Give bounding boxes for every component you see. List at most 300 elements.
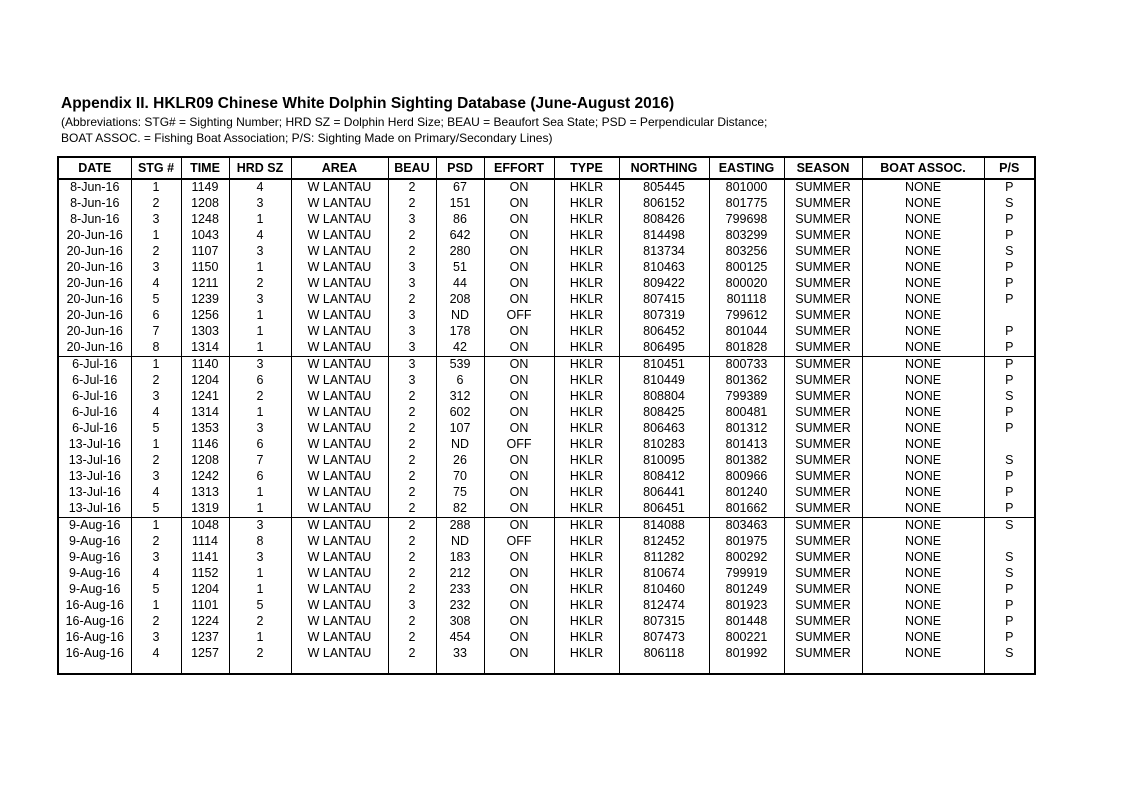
table-cell: SUMMER: [784, 340, 862, 357]
table-cell: 178: [436, 324, 484, 340]
table-cell: 800481: [709, 405, 784, 421]
table-cell: 9-Aug-16: [58, 566, 131, 582]
empty-cell: [229, 662, 291, 674]
table-cell: HKLR: [554, 228, 619, 244]
table-cell: SUMMER: [784, 485, 862, 501]
table-cell: W LANTAU: [291, 260, 388, 276]
table-row: [58, 212, 1035, 228]
table-cell: 13-Jul-16: [58, 437, 131, 453]
table-cell: 2: [388, 646, 436, 662]
table-cell: ON: [484, 550, 554, 566]
table-cell: 2: [388, 501, 436, 518]
table-cell: SUMMER: [784, 534, 862, 550]
table-cell: 1: [229, 566, 291, 582]
table-cell: 13-Jul-16: [58, 453, 131, 469]
table-cell: 1140: [181, 357, 229, 374]
table-cell: 1208: [181, 196, 229, 212]
empty-cell: [554, 662, 619, 674]
table-cell: 20-Jun-16: [58, 276, 131, 292]
table-cell: SUMMER: [784, 598, 862, 614]
table-cell: 810283: [619, 437, 709, 453]
table-cell: 2: [388, 244, 436, 260]
table-cell: HKLR: [554, 614, 619, 630]
table-cell: NONE: [862, 179, 984, 196]
table-cell: S: [984, 453, 1035, 469]
table-cell: P: [984, 405, 1035, 421]
table-cell: W LANTAU: [291, 308, 388, 324]
table-cell: OFF: [484, 534, 554, 550]
table-cell: P: [984, 357, 1035, 374]
table-row: [58, 389, 1035, 405]
table-cell: 6: [131, 308, 181, 324]
table-cell: SUMMER: [784, 324, 862, 340]
table-cell: 807319: [619, 308, 709, 324]
table-cell: ON: [484, 212, 554, 228]
table-cell: 5: [131, 292, 181, 308]
table-cell: 3: [388, 276, 436, 292]
table-cell: ON: [484, 582, 554, 598]
table-cell: 1204: [181, 582, 229, 598]
table-cell: 808804: [619, 389, 709, 405]
table-row: [58, 518, 1035, 535]
table-cell: 20-Jun-16: [58, 324, 131, 340]
table-cell: 1: [131, 357, 181, 374]
table-cell: 151: [436, 196, 484, 212]
table-cell: 2: [388, 469, 436, 485]
table-cell: 1: [229, 485, 291, 501]
table-cell: P: [984, 469, 1035, 485]
table-cell: 1211: [181, 276, 229, 292]
table-cell: HKLR: [554, 260, 619, 276]
table-cell: 807315: [619, 614, 709, 630]
table-cell: 806451: [619, 501, 709, 518]
table-cell: SUMMER: [784, 276, 862, 292]
table-row: [58, 550, 1035, 566]
table-cell: NONE: [862, 598, 984, 614]
table-cell: W LANTAU: [291, 646, 388, 662]
table-cell: 2: [388, 630, 436, 646]
table-cell: ON: [484, 453, 554, 469]
table-cell: 3: [229, 550, 291, 566]
table-cell: 44: [436, 276, 484, 292]
table-cell: ON: [484, 646, 554, 662]
table-cell: ON: [484, 244, 554, 260]
table-cell: 6-Jul-16: [58, 357, 131, 374]
table-row: [58, 276, 1035, 292]
table-cell: ON: [484, 196, 554, 212]
table-cell: W LANTAU: [291, 630, 388, 646]
table-cell: 642: [436, 228, 484, 244]
table-cell: 1: [229, 582, 291, 598]
table-cell: 807415: [619, 292, 709, 308]
table-cell: 800292: [709, 550, 784, 566]
table-cell: 42: [436, 340, 484, 357]
table-cell: 9-Aug-16: [58, 550, 131, 566]
table-cell: 3: [229, 196, 291, 212]
table-row: [58, 357, 1035, 374]
table-cell: 9-Aug-16: [58, 534, 131, 550]
table-cell: SUMMER: [784, 646, 862, 662]
table-cell: 288: [436, 518, 484, 535]
table-cell: 3: [388, 260, 436, 276]
table-cell: 1: [229, 405, 291, 421]
table-cell: W LANTAU: [291, 196, 388, 212]
table-cell: HKLR: [554, 485, 619, 501]
table-cell: 454: [436, 630, 484, 646]
empty-cell: [619, 662, 709, 674]
table-cell: SUMMER: [784, 179, 862, 196]
table-cell: 16-Aug-16: [58, 598, 131, 614]
table-cell: P: [984, 324, 1035, 340]
table-row: [58, 260, 1035, 276]
table-cell: W LANTAU: [291, 373, 388, 389]
table-cell: W LANTAU: [291, 453, 388, 469]
table-cell: HKLR: [554, 292, 619, 308]
table-cell: 806441: [619, 485, 709, 501]
column-header: TYPE: [554, 157, 619, 179]
table-cell: P: [984, 212, 1035, 228]
table-cell: 16-Aug-16: [58, 614, 131, 630]
table-cell: 1303: [181, 324, 229, 340]
table-cell: 1: [131, 598, 181, 614]
table-cell: NONE: [862, 518, 984, 535]
table-cell: W LANTAU: [291, 228, 388, 244]
table-cell: 9-Aug-16: [58, 582, 131, 598]
table-cell: 1314: [181, 340, 229, 357]
abbreviations-line-1: (Abbreviations: STG# = Sighting Number; HRD SZ = Dolphin Herd Size; BEAU = Beaufort Sea State; PSD = Perpendicular Distance;: [61, 115, 768, 129]
table-cell: 86: [436, 212, 484, 228]
table-cell: 2: [229, 389, 291, 405]
table-cell: 4: [229, 228, 291, 244]
table-row: [58, 179, 1035, 196]
table-cell: 806152: [619, 196, 709, 212]
table-cell: HKLR: [554, 340, 619, 357]
abbreviations-line-2: BOAT ASSOC. = Fishing Boat Association; P/S: Sighting Made on Primary/Secondary Lines): [61, 131, 553, 145]
table-cell: P: [984, 501, 1035, 518]
table-cell: 5: [131, 501, 181, 518]
table-cell: SUMMER: [784, 405, 862, 421]
table-cell: 811282: [619, 550, 709, 566]
table-cell: 13-Jul-16: [58, 485, 131, 501]
table-cell: SUMMER: [784, 453, 862, 469]
table-cell: 801044: [709, 324, 784, 340]
table-cell: NONE: [862, 550, 984, 566]
table-cell: 13-Jul-16: [58, 501, 131, 518]
table-cell: NONE: [862, 373, 984, 389]
table-cell: SUMMER: [784, 421, 862, 437]
table-cell: 1353: [181, 421, 229, 437]
table-cell: 602: [436, 405, 484, 421]
table-cell: 3: [131, 630, 181, 646]
table-cell: 801828: [709, 340, 784, 357]
table-cell: 801118: [709, 292, 784, 308]
empty-cell: [709, 662, 784, 674]
table-cell: HKLR: [554, 501, 619, 518]
table-cell: 801448: [709, 614, 784, 630]
table-cell: 82: [436, 501, 484, 518]
table-cell: 801382: [709, 453, 784, 469]
table-cell: S: [984, 518, 1035, 535]
table-cell: P: [984, 421, 1035, 437]
table-cell: 2: [388, 228, 436, 244]
table-cell: 20-Jun-16: [58, 228, 131, 244]
table-cell: 70: [436, 469, 484, 485]
table-cell: HKLR: [554, 630, 619, 646]
table-cell: 1241: [181, 389, 229, 405]
table-cell: W LANTAU: [291, 389, 388, 405]
table-cell: 308: [436, 614, 484, 630]
table-row: [58, 340, 1035, 357]
table-cell: 280: [436, 244, 484, 260]
table-cell: P: [984, 582, 1035, 598]
table-cell: HKLR: [554, 550, 619, 566]
table-cell: W LANTAU: [291, 437, 388, 453]
table-cell: 1: [131, 518, 181, 535]
table-cell: ON: [484, 357, 554, 374]
table-cell: 803463: [709, 518, 784, 535]
table-cell: P: [984, 179, 1035, 196]
table-cell: 2: [388, 196, 436, 212]
table-cell: 806118: [619, 646, 709, 662]
column-header: EASTING: [709, 157, 784, 179]
table-cell: 312: [436, 389, 484, 405]
table-cell: NONE: [862, 485, 984, 501]
table-cell: NONE: [862, 421, 984, 437]
table-cell: 1: [229, 501, 291, 518]
table-cell: SUMMER: [784, 501, 862, 518]
table-cell: 800733: [709, 357, 784, 374]
table-cell: HKLR: [554, 324, 619, 340]
table-cell: HKLR: [554, 534, 619, 550]
table-cell: ON: [484, 340, 554, 357]
table-cell: NONE: [862, 405, 984, 421]
table-cell: 20-Jun-16: [58, 244, 131, 260]
table-row: [58, 485, 1035, 501]
table-cell: NONE: [862, 582, 984, 598]
table-cell: SUMMER: [784, 550, 862, 566]
table-cell: ON: [484, 469, 554, 485]
table-cell: SUMMER: [784, 469, 862, 485]
table-cell: 9-Aug-16: [58, 518, 131, 535]
table-cell: 1314: [181, 405, 229, 421]
table-cell: ON: [484, 389, 554, 405]
table-cell: W LANTAU: [291, 292, 388, 308]
table-cell: SUMMER: [784, 630, 862, 646]
table-cell: P: [984, 228, 1035, 244]
table-cell: ON: [484, 405, 554, 421]
table-cell: NONE: [862, 566, 984, 582]
table-row: [58, 582, 1035, 598]
table-cell: ON: [484, 324, 554, 340]
table-cell: HKLR: [554, 437, 619, 453]
table-cell: W LANTAU: [291, 276, 388, 292]
table-cell: SUMMER: [784, 373, 862, 389]
table-cell: W LANTAU: [291, 582, 388, 598]
table-cell: 801362: [709, 373, 784, 389]
table-cell: 1152: [181, 566, 229, 582]
table-cell: NONE: [862, 308, 984, 324]
table-cell: 75: [436, 485, 484, 501]
table-cell: 3: [131, 212, 181, 228]
table-cell: 806452: [619, 324, 709, 340]
table-row: [58, 373, 1035, 389]
table-cell: [984, 308, 1035, 324]
table-cell: HKLR: [554, 582, 619, 598]
table-cell: 1: [229, 308, 291, 324]
empty-cell: [388, 662, 436, 674]
table-cell: NONE: [862, 453, 984, 469]
table-cell: 1114: [181, 534, 229, 550]
table-cell: 1208: [181, 453, 229, 469]
table-cell: 4: [229, 179, 291, 196]
table-cell: 232: [436, 598, 484, 614]
table-row: [58, 598, 1035, 614]
table-cell: 3: [229, 292, 291, 308]
table-cell: [984, 437, 1035, 453]
table-cell: S: [984, 244, 1035, 260]
table-cell: 2: [131, 244, 181, 260]
table-cell: 2: [388, 550, 436, 566]
table-row: [58, 566, 1035, 582]
table-cell: 8-Jun-16: [58, 179, 131, 196]
table-cell: HKLR: [554, 405, 619, 421]
table-cell: 4: [131, 646, 181, 662]
column-header: BEAU: [388, 157, 436, 179]
table-cell: 1: [229, 212, 291, 228]
table-cell: 810449: [619, 373, 709, 389]
table-cell: 1204: [181, 373, 229, 389]
table-cell: 2: [388, 582, 436, 598]
table-cell: 51: [436, 260, 484, 276]
table-cell: NONE: [862, 357, 984, 374]
table-cell: 814498: [619, 228, 709, 244]
column-header: EFFORT: [484, 157, 554, 179]
table-cell: 1257: [181, 646, 229, 662]
table-cell: SUMMER: [784, 212, 862, 228]
table-cell: 6: [229, 373, 291, 389]
table-cell: HKLR: [554, 421, 619, 437]
column-header: SEASON: [784, 157, 862, 179]
table-row: [58, 308, 1035, 324]
table-cell: HKLR: [554, 373, 619, 389]
table-cell: W LANTAU: [291, 469, 388, 485]
table-cell: 2: [388, 421, 436, 437]
table-cell: W LANTAU: [291, 324, 388, 340]
table-cell: ON: [484, 598, 554, 614]
table-cell: W LANTAU: [291, 598, 388, 614]
table-cell: HKLR: [554, 469, 619, 485]
table-cell: W LANTAU: [291, 244, 388, 260]
sighting-table: [57, 156, 1036, 675]
table-cell: W LANTAU: [291, 501, 388, 518]
table-cell: HKLR: [554, 196, 619, 212]
table-cell: ON: [484, 179, 554, 196]
table-cell: W LANTAU: [291, 212, 388, 228]
table-cell: 1150: [181, 260, 229, 276]
table-cell: NONE: [862, 630, 984, 646]
empty-cell: [784, 662, 862, 674]
table-cell: W LANTAU: [291, 179, 388, 196]
table-cell: 1256: [181, 308, 229, 324]
table-cell: ND: [436, 437, 484, 453]
table-cell: 6-Jul-16: [58, 373, 131, 389]
table-cell: 13-Jul-16: [58, 469, 131, 485]
table-cell: W LANTAU: [291, 357, 388, 374]
table-cell: 3: [229, 357, 291, 374]
empty-cell: [484, 662, 554, 674]
table-cell: 6-Jul-16: [58, 389, 131, 405]
table-cell: 16-Aug-16: [58, 646, 131, 662]
table-row: [58, 646, 1035, 662]
table-cell: 3: [131, 469, 181, 485]
empty-cell: [131, 662, 181, 674]
table-cell: 6: [229, 437, 291, 453]
table-cell: 801249: [709, 582, 784, 598]
table-cell: OFF: [484, 437, 554, 453]
table-cell: P: [984, 630, 1035, 646]
table-cell: HKLR: [554, 244, 619, 260]
table-cell: 799389: [709, 389, 784, 405]
table-cell: 3: [388, 212, 436, 228]
table-cell: 67: [436, 179, 484, 196]
table-cell: 805445: [619, 179, 709, 196]
table-cell: S: [984, 566, 1035, 582]
table-cell: 2: [388, 437, 436, 453]
table-cell: W LANTAU: [291, 550, 388, 566]
table-cell: 20-Jun-16: [58, 260, 131, 276]
table-cell: 2: [388, 566, 436, 582]
table-cell: NONE: [862, 646, 984, 662]
table-cell: 2: [131, 373, 181, 389]
table-cell: 799612: [709, 308, 784, 324]
table-cell: 4: [131, 276, 181, 292]
table-cell: OFF: [484, 308, 554, 324]
table-cell: 810095: [619, 453, 709, 469]
table-cell: 801662: [709, 501, 784, 518]
table-cell: 1242: [181, 469, 229, 485]
table-cell: W LANTAU: [291, 534, 388, 550]
table-cell: 801992: [709, 646, 784, 662]
table-cell: 808412: [619, 469, 709, 485]
table-cell: ND: [436, 534, 484, 550]
table-cell: NONE: [862, 501, 984, 518]
empty-cell: [984, 662, 1035, 674]
table-cell: 4: [131, 405, 181, 421]
table-cell: W LANTAU: [291, 614, 388, 630]
table-cell: SUMMER: [784, 518, 862, 535]
table-cell: ON: [484, 260, 554, 276]
table-cell: 801000: [709, 179, 784, 196]
table-row: [58, 469, 1035, 485]
table-cell: 801923: [709, 598, 784, 614]
table-row: [58, 534, 1035, 550]
table-cell: 8-Jun-16: [58, 196, 131, 212]
table-row: [58, 405, 1035, 421]
table-cell: 6-Jul-16: [58, 405, 131, 421]
table-cell: P: [984, 598, 1035, 614]
table-cell: 2: [388, 389, 436, 405]
table-cell: P: [984, 292, 1035, 308]
table-cell: HKLR: [554, 276, 619, 292]
table-cell: SUMMER: [784, 196, 862, 212]
table-cell: 812452: [619, 534, 709, 550]
column-header: P/S: [984, 157, 1035, 179]
table-cell: 6: [436, 373, 484, 389]
table-cell: SUMMER: [784, 308, 862, 324]
table-cell: P: [984, 260, 1035, 276]
table-cell: 800125: [709, 260, 784, 276]
table-cell: 2: [388, 405, 436, 421]
